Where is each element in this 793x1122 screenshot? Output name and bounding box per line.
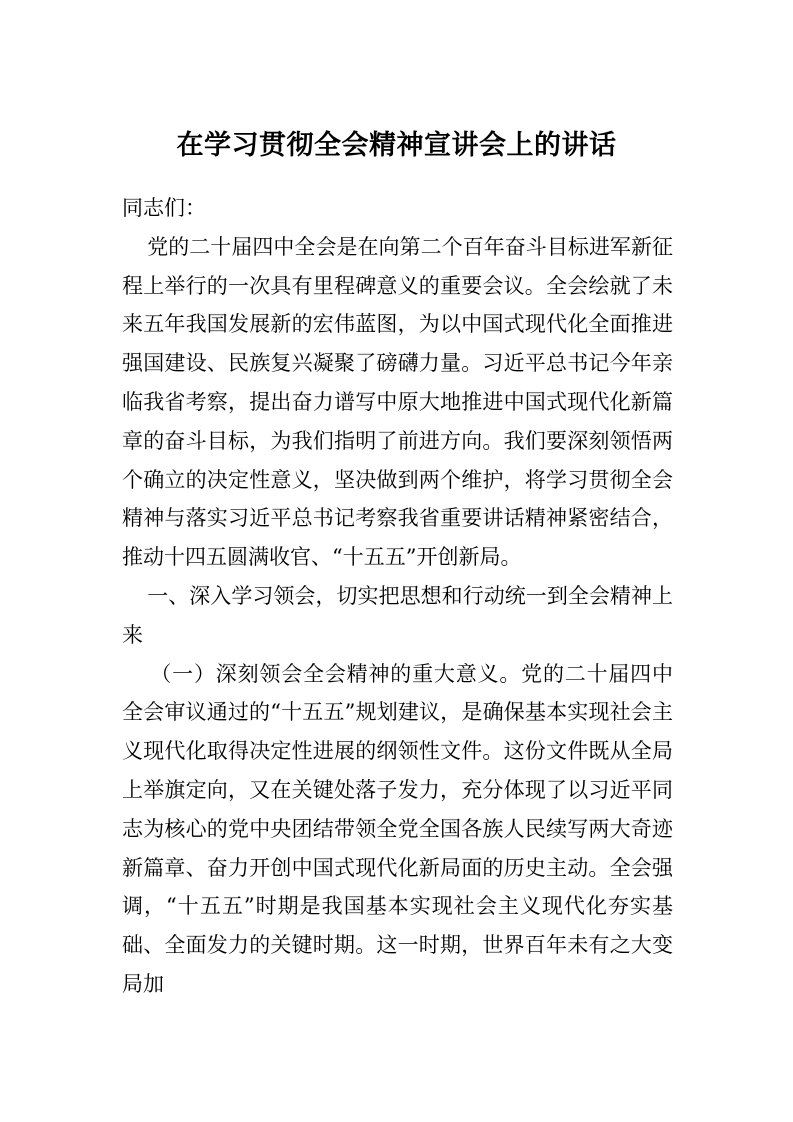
paragraph-subsection-1: （一）深刻领会全会精神的重大意义。党的二十届四中全会审议通过的“十五五”规划建议，是确保基本实现社会主义现代化取得决定性进展的纲领性文件。这份文件既从全局上举旗定向，又在关键处落子发力，充分体现了以习近平同志为核心的党中央团结带领全党全国各族人民续写两大奇迹新篇章、奋力开创中国式现代化新局面的历史主动。全会强调，“十五五”时期是我国基本实现社会主义现代化夯实基础、全面发力的关键时期。这一时期，世界百年未有之大变局加 [122,661,673,996]
paragraph-intro: 党的二十届四中全会是在向第二个百年奋斗目标进军新征程上举行的一次具有里程碑意义的重要会议。全会绘就了未来五年我国发展新的宏伟蓝图，为以中国式现代化全面推进强国建设、民族复兴凝聚了磅礴力量。习近平总书记今年亲临我省考察，提出奋力谱写中原大地推进中国式现代化新篇章的奋斗目标，为我们指明了前进方向。我们要深刻领悟两个确立的决定性意义，坚决做到两个维护，将学习贯彻全会精神与落实习近平总书记考察我省重要讲话精神紧密结合，推动十四五圆满收官、“十五五”开创新局。 [122,234,673,570]
salutation: 同志们： [122,196,206,220]
document-title: 在学习贯彻全会精神宣讲会上的讲话 [176,130,617,161]
document-body [122,189,673,1004]
section-heading-1: 一、深入学习领会，切实把思想和行动统一到全会精神上来 [122,583,673,647]
